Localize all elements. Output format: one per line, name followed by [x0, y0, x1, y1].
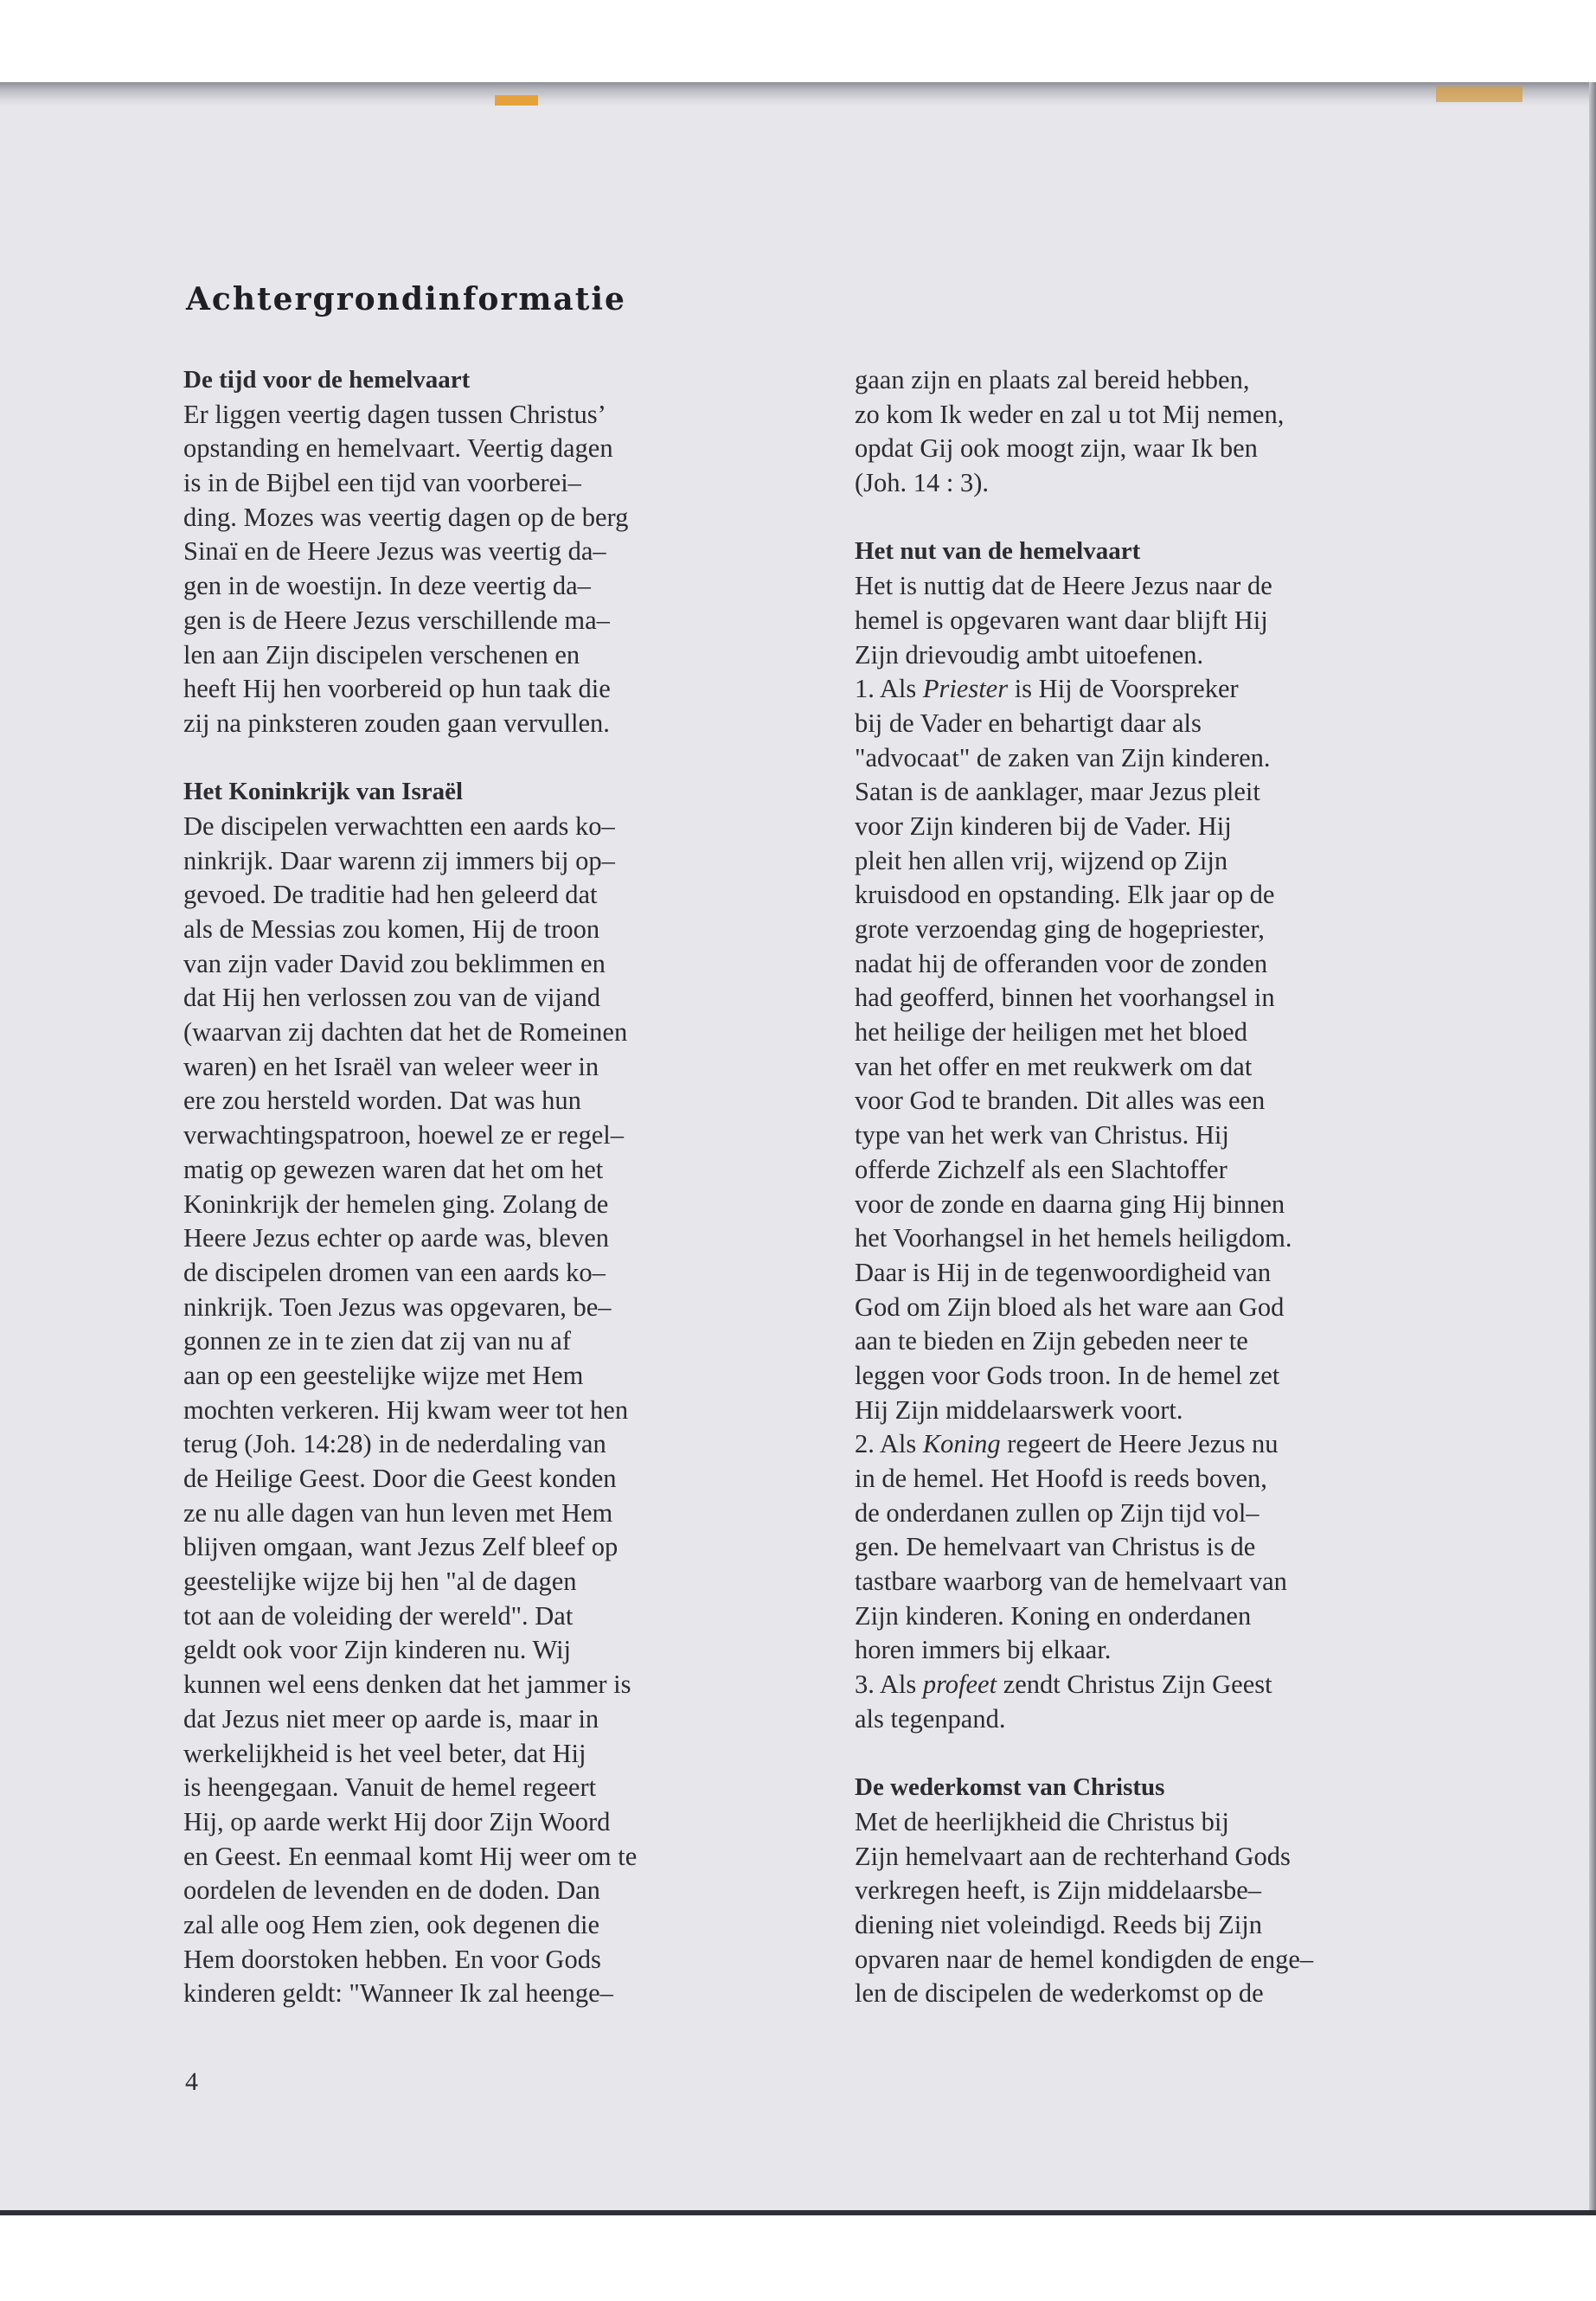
text-line: "advocaat" de zaken van Zijn kinderen.: [855, 742, 1271, 772]
list-prefix: 1. Als: [855, 674, 923, 704]
text-line: voor de zonde en daarna ging Hij binnen: [855, 1189, 1285, 1219]
text-line: ding. Mozes was veertig dagen op de berg: [183, 502, 629, 532]
section-body: [855, 1805, 1495, 2011]
text-line: horen immers bij elkaar.: [855, 1635, 1112, 1665]
left-column: [183, 363, 815, 2011]
text-line: offerde Zichzelf als een Slachtoffer: [855, 1154, 1227, 1184]
list-suffix: is Hij de Voorspreker: [1008, 674, 1239, 704]
text-line: gevoed. De traditie had hen geleerd dat: [183, 880, 598, 910]
text-line: tastbare waarborg van de hemelvaart van: [855, 1567, 1287, 1597]
text-line: voor Zijn kinderen bij de Vader. Hij: [855, 811, 1232, 841]
text-line: Satan is de aanklager, maar Jezus pleit: [855, 777, 1260, 807]
text-line: zo kom Ik weder en zal u tot Mij nemen,: [855, 399, 1285, 429]
text-line: diening niet voleindigd. Reeds bij Zijn: [855, 1909, 1262, 1939]
text-line: Hij Zijn middelaarswerk voort.: [855, 1394, 1183, 1425]
text-line: Zijn hemelvaart aan de rechterhand Gods: [855, 1841, 1291, 1871]
text-line: Sinaï en de Heere Jezus was veertig da–: [183, 536, 606, 567]
text-line: Koninkrijk der hemelen ging. Zolang de: [183, 1189, 609, 1219]
text-line: geldt ook voor Zijn kinderen nu. Wij: [183, 1635, 572, 1665]
list-item-koning: [855, 1427, 1495, 1462]
text-line: kunnen wel eens denken dat het jammer is: [183, 1670, 631, 1700]
text-line: Heere Jezus echter op aarde was, bleven: [183, 1223, 609, 1253]
text-line: in de hemel. Het Hoofd is reeds boven,: [855, 1464, 1267, 1493]
text-line: dat Hij hen verlossen zou van de vijand: [183, 983, 600, 1013]
list-emphasis: Koning: [922, 1429, 1001, 1459]
text-line: grote verzoendag ging de hogepriester,: [855, 914, 1265, 944]
page-right-edge: [1589, 82, 1596, 2210]
text-line: zal alle oog Hem zien, ook degenen die: [183, 1909, 600, 1939]
section-title: De wederkomst van Christus: [855, 1773, 1165, 1802]
text-line: aan te bieden en Zijn gebeden neer te: [855, 1326, 1248, 1356]
text-line: verkregen heeft, is Zijn middelaarsbe–: [855, 1875, 1262, 1906]
text-line: het heilige der heiligen met het bloed: [855, 1017, 1247, 1048]
text-line: mochten verkeren. Hij kwam weer tot hen: [183, 1394, 629, 1425]
text-line: matig op gewezen waren dat het om het: [183, 1154, 604, 1184]
text-line: nadat hij de offeranden voor de zonden: [855, 948, 1268, 978]
text-line: de onderdanen zullen op Zijn tijd vol–: [855, 1497, 1259, 1528]
text-line: voor God te branden. Dit alles was een: [855, 1086, 1266, 1116]
section-title: Het nut van de hemelvaart: [855, 537, 1141, 566]
text-line: kinderen geldt: "Wanneer Ik zal heenge–: [183, 1978, 613, 2009]
section-title: De tijd voor de hemelvaart: [183, 366, 471, 394]
text-line: gen is de Heere Jezus verschillende ma–: [183, 605, 610, 635]
text-line: ninkrijk. Daar warenn zij immers bij op–: [183, 845, 615, 875]
list-item-priester: [855, 672, 1495, 707]
list-suffix: regeert de Heere Jezus nu: [1000, 1429, 1279, 1459]
text-line: de Heilige Geest. Door die Geest konden: [183, 1464, 617, 1493]
text-line: zij na pinksteren zouden gaan vervullen.: [183, 708, 610, 738]
text-line: pleit hen allen vrij, wijzend op Zijn: [855, 845, 1228, 875]
bottom-rule: [0, 2210, 1596, 2215]
text-line: gen in de woestijn. In deze veertig da–: [183, 571, 591, 601]
text-line: ze nu alle dagen van hun leven met Hem: [183, 1497, 613, 1528]
text-line: (waarvan zij dachten dat het de Romeinen: [183, 1017, 628, 1048]
text-line: ere zou hersteld worden. Dat was hun: [183, 1086, 581, 1116]
list-emphasis: Priester: [922, 674, 1009, 704]
paragraph-gap: [855, 1737, 1495, 1772]
text-line: gen. De hemelvaart van Christus is de: [855, 1532, 1256, 1562]
page-number: 4: [185, 2067, 198, 2096]
text-line: verwachtingspatroon, hoewel ze er regel–: [183, 1120, 624, 1150]
text-line: (Joh. 14 : 3).: [855, 468, 990, 498]
text-line: gonnen ze in te zien dat zij van nu af: [183, 1326, 571, 1356]
text-line: is heengegaan. Vanuit de hemel regeert: [183, 1772, 597, 1803]
section-body: [183, 398, 815, 741]
text-line: is in de Bijbel een tijd van voorberei–: [183, 468, 581, 498]
top-edge-rule: [0, 82, 1596, 106]
text-line: tot aan de voleiding der wereld". Dat: [183, 1600, 574, 1631]
text-line: van zijn vader David zou beklimmen en: [183, 948, 606, 978]
section-body: [855, 569, 1495, 672]
text-line: geestelijke wijze bij hen "al de dagen: [183, 1567, 577, 1597]
section-body: [855, 1702, 1495, 1737]
list-prefix: 3. Als: [855, 1670, 923, 1700]
orange-tab-mark: [495, 95, 538, 106]
text-line: Het is nuttig dat de Heere Jezus naar de: [855, 571, 1272, 601]
text-line: als de Messias zou komen, Hij de troon: [183, 914, 600, 944]
page-title: Achtergrondinformatie: [186, 281, 626, 317]
text-line: aan op een geestelijke wijze met Hem: [183, 1360, 584, 1390]
text-line: heeft Hij hen voorbereid op hun taak die: [183, 674, 611, 704]
text-line: len de discipelen de wederkomst op de: [855, 1978, 1264, 2009]
text-line: bij de Vader en behartigt daar als: [855, 708, 1202, 738]
text-line: blijven omgaan, want Jezus Zelf bleef op: [183, 1532, 619, 1562]
orange-edge-mark: [1436, 87, 1522, 102]
text-line: Daar is Hij in de tegenwoordigheid van: [855, 1257, 1272, 1287]
text-line: gaan zijn en plaats zal bereid hebben,: [855, 365, 1250, 394]
section-body: [855, 707, 1495, 1427]
text-line: had geofferd, binnen het voorhangsel in: [855, 983, 1275, 1013]
text-line: Met de heerlijkheid die Christus bij: [855, 1806, 1229, 1836]
text-line: terug (Joh. 14:28) in de nederdaling van: [183, 1429, 606, 1459]
text-line: van het offer en met reukwerk om dat: [855, 1051, 1253, 1081]
text-line: God om Zijn bloed als het ware aan God: [855, 1292, 1285, 1322]
section-body: [855, 363, 1495, 501]
list-suffix: zendt Christus Zijn Geest: [997, 1670, 1272, 1700]
text-line: opstanding en hemelvaart. Veertig dagen: [183, 433, 613, 464]
text-line: hemel is opgevaren want daar blijft Hij: [855, 605, 1268, 635]
text-line: len aan Zijn discipelen verschenen en: [183, 639, 580, 670]
section-body: [183, 810, 815, 2011]
text-line: Hem doorstoken hebben. En voor Gods: [183, 1944, 601, 1974]
text-line: ninkrijk. Toen Jezus was opgevaren, be–: [183, 1292, 612, 1322]
list-emphasis: profeet: [922, 1670, 997, 1700]
text-line: als tegenpand.: [855, 1703, 1006, 1734]
text-line: leggen voor Gods troon. In de hemel zet: [855, 1360, 1280, 1390]
text-line: kruisdood en opstanding. Elk jaar op de: [855, 880, 1275, 910]
text-line: opvaren naar de hemel kondigden de enge–: [855, 1944, 1314, 1974]
text-line: het Voorhangsel in het hemels heiligdom.: [855, 1223, 1292, 1253]
text-line: opdat Gij ook moogt zijn, waar Ik ben: [855, 433, 1258, 464]
text-line: dat Jezus niet meer op aarde is, maar in: [183, 1703, 599, 1734]
section-body: [855, 1462, 1495, 1668]
text-line: werkelijkheid is het veel beter, dat Hij: [183, 1738, 586, 1768]
paragraph-gap: [855, 501, 1495, 535]
text-line: Hij, op aarde werkt Hij door Zijn Woord: [183, 1806, 611, 1836]
text-line: De discipelen verwachtten een aards ko–: [183, 811, 615, 841]
text-line: type van het werk van Christus. Hij: [855, 1120, 1229, 1150]
text-line: Zijn kinderen. Koning en onderdanen: [855, 1600, 1252, 1631]
text-line: de discipelen dromen van een aards ko–: [183, 1257, 606, 1287]
list-prefix: 2. Als: [855, 1429, 923, 1459]
text-line: en Geest. En eenmaal komt Hij weer om te: [183, 1841, 638, 1871]
text-line: Er liggen veertig dagen tussen Christus’: [183, 399, 606, 429]
paragraph-gap: [183, 741, 815, 776]
text-line: Zijn drievoudig ambt uitoefenen.: [855, 639, 1204, 670]
text-line: waren) en het Israël van weleer weer in: [183, 1051, 599, 1081]
text-line: oordelen de levenden en de doden. Dan: [183, 1875, 600, 1906]
section-title: Het Koninkrijk van Israël: [183, 778, 464, 806]
list-item-profeet: [855, 1668, 1495, 1702]
right-column: [855, 363, 1495, 2011]
